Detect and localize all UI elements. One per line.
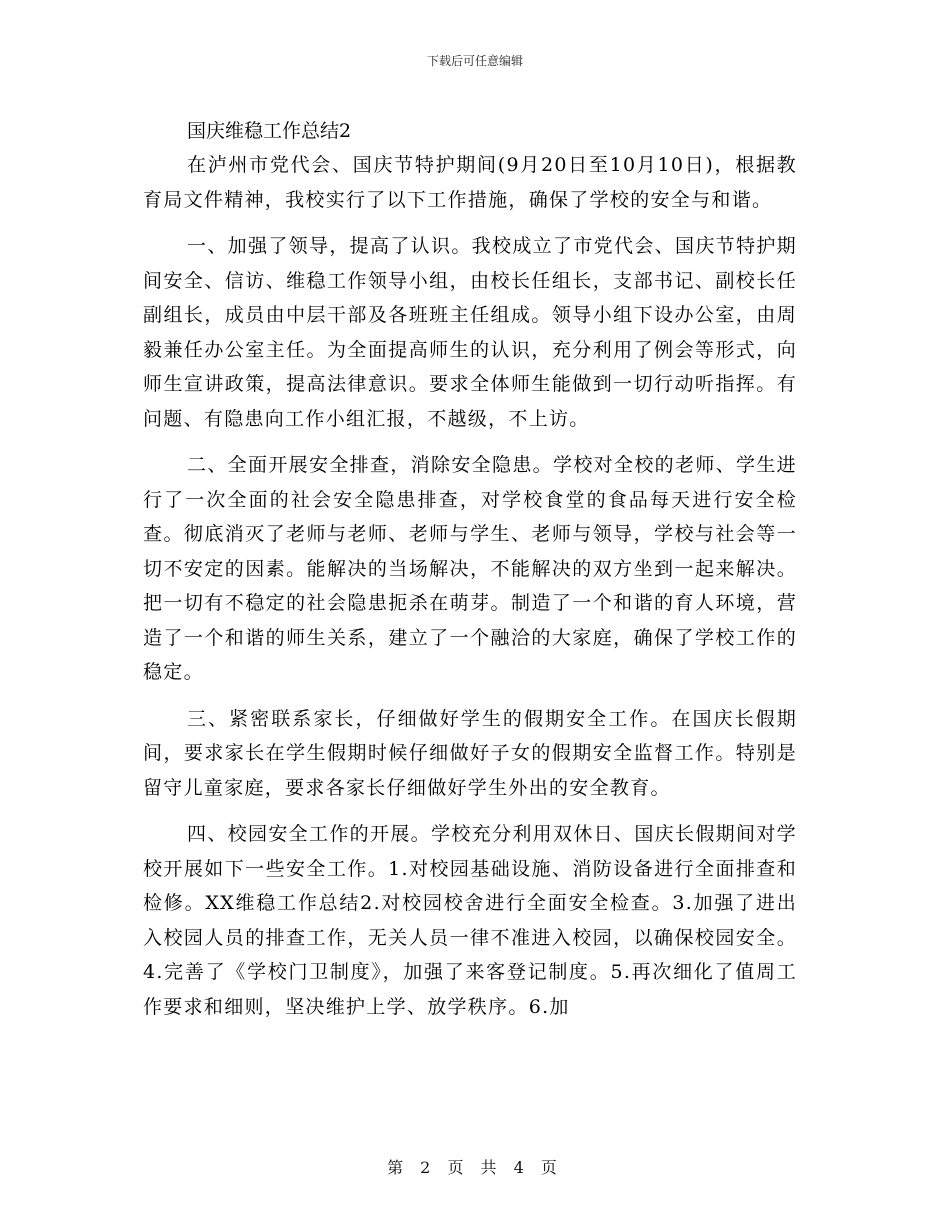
- page-number: 第 2 页 共 4 页: [387, 1158, 563, 1177]
- paragraph-intro: 在泸州市党代会、国庆节特护期间(9月20日至10月10日)，根据教育局文件精神，我校实行了以下工作措施，确保了学校的安全与和谐。: [143, 154, 797, 211]
- paragraph-campus-safety: 四、校园安全工作的开展。学校充分利用双休日、国庆长假期间对学校开展如下一些安全工作。1.对校园基础设施、消防设备进行全面排查和检修。XX维稳工作总结2.对校园校舍进行全面安全检查。3.加强了进出入校园人员的排查工作，无关人员一律不准进入校园，以确保校园安全。4.完善了《学校门卫制度》，加强了来客登记制度。5.再次细化了值周工作要求和细则，坚决维护上学、放学秩序。6.加: [143, 823, 797, 1018]
- document-title: 国庆维稳工作总结2: [187, 120, 352, 142]
- paragraph-safety-inspection: 二、全面开展安全排查，消除安全隐患。学校对全校的老师、学生进行了一次全面的社会安全隐患排查，对学校食堂的食品每天进行安全检查。彻底消灭了老师与老师、老师与学生、老师与领导，学校与社会等一切不安定的因素。能解决的当场解决，不能解决的双方坐到一起来解决。把一切有不稳定的社会隐患扼杀在萌芽。制造了一个和谐的育人环境，营造了一个和谐的师生关系，建立了一个融洽的大家庭，确保了学校工作的稳定。: [143, 454, 797, 683]
- page-header: 下载后可任意编辑: [426, 54, 523, 68]
- paragraph-leadership: 一、加强了领导，提高了认识。我校成立了市党代会、国庆节特护期间安全、信访、维稳工作领导小组，由校长任组长，支部书记、副校长任副组长，成员由中层干部及各班班主任组成。领导小组下设办公室，由周毅兼任办公室主任。为全面提高师生的认识，充分利用了例会等形式，向师生宣讲政策，提高法律意识。要求全体师生能做到一切行动听指挥。有问题、有隐患向工作小组汇报，不越级，不上访。: [143, 235, 797, 430]
- paragraph-parent-contact: 三、紧密联系家长，仔细做好学生的假期安全工作。在国庆长假期间，要求家长在学生假期时候仔细做好子女的假期安全监督工作。特别是留守儿童家庭，要求各家长仔细做好学生外出的安全教育。: [143, 707, 797, 799]
- document-body: [143, 116, 797, 1036]
